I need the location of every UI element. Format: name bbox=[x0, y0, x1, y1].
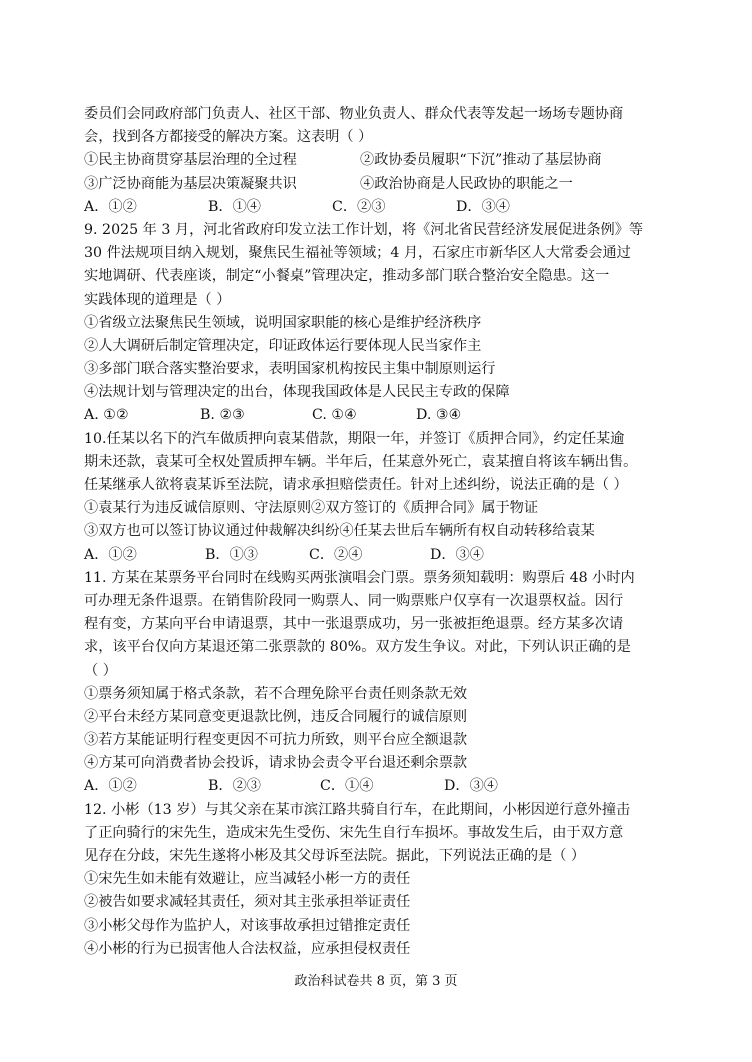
question-stem: 委员们会同政府部门负责人、社区干部、物业负责人、群众代表等发起一场场专题协商 bbox=[84, 106, 624, 122]
answer-options bbox=[84, 196, 668, 219]
statement-3: ③广泛协商能为基层决策凝聚共识 bbox=[84, 175, 297, 192]
statement-2: ②人大调研后制定管理决定，印证政体运行要体现人民当家作主 bbox=[84, 337, 482, 354]
question-stem: 见存在分歧，宋先生遂将小彬及其父母诉至法院。据此，下列说法正确的是（ ） bbox=[84, 848, 586, 864]
question-stem: 实地调研、代表座谈，制定“小餐桌”管理决定，推动多部门联合整治安全隐患。这一 bbox=[84, 268, 610, 285]
option-b: B．①③ bbox=[205, 546, 258, 563]
option-c: C．②③ bbox=[332, 198, 386, 215]
statement-1: ①宋先生如未能有效避让，应当减轻小彬一方的责任 bbox=[84, 871, 411, 888]
answer-options bbox=[84, 404, 668, 427]
option-c: C．①④ bbox=[320, 778, 374, 795]
option-a: A. ①② bbox=[84, 407, 129, 424]
statement-2: ②政协委员履职“下沉”推动了基层协商 bbox=[360, 152, 602, 169]
statement-1: ①民主协商贯穿基层治理的全过程 bbox=[84, 152, 297, 169]
question-stem: 10.任某以名下的汽车做质押向袁某借款，期限一年，并签订《质押合同》，约定任某逾 bbox=[84, 430, 625, 447]
option-d: D. ③④ bbox=[416, 407, 462, 424]
statement-1: ①票务须知属于格式条款，若不合理免除平台责任则条款无效 bbox=[84, 685, 468, 702]
question-stem: 实践体现的道理是（ ） bbox=[84, 291, 231, 308]
question-stem: 30 件法规项目纳入规划，聚焦民生福祉等领域；4 月，石家庄市新华区人大常委会通过 bbox=[84, 245, 631, 262]
option-a: A．①② bbox=[84, 778, 137, 795]
statement-row: ③双方也可以签订协议通过仲裁解决纠纷④任某去世后车辆所有权自动转移给袁某 bbox=[84, 523, 595, 540]
option-b: B．①④ bbox=[208, 198, 261, 215]
statement-row bbox=[84, 149, 668, 172]
exam-page bbox=[84, 103, 668, 961]
statement-1: ①省级立法聚焦民生领域，说明国家职能的核心是维护经济秩序 bbox=[84, 314, 482, 331]
question-9 bbox=[84, 219, 668, 428]
statement-2: ②平台未经方某同意变更退款比例，违反合同履行的诚信原则 bbox=[84, 708, 468, 725]
statement-2: ②被告如要求减轻其责任，须对其主张承担举证责任 bbox=[84, 894, 411, 911]
option-d: D．③④ bbox=[430, 546, 484, 563]
question-stem: 可办理无条件退票。在销售阶段同一购票人、同一购票账户仅享有一次退票权益。因行 bbox=[84, 592, 624, 609]
statement-3: ③若方某能证明行程变更因不可抗力所致，则平台应全额退款 bbox=[84, 732, 468, 749]
question-12 bbox=[84, 799, 668, 961]
option-b: B．②③ bbox=[208, 778, 261, 795]
option-b: B. ②③ bbox=[200, 407, 245, 424]
question-stem: 期未还款，袁某可全权处置质押车辆。半年后，任某意外死亡，袁某擅自将该车辆出售。 bbox=[84, 453, 638, 470]
question-11 bbox=[84, 567, 668, 799]
question-stem: 任某继承人欲将袁某诉至法院，请求承担赔偿责任。针对上述纠纷，说法正确的是（ ） bbox=[84, 477, 628, 493]
option-d: D．③④ bbox=[444, 778, 498, 795]
statement-row bbox=[84, 173, 668, 196]
statement-4: ④小彬的行为已损害他人合法权益，应承担侵权责任 bbox=[84, 940, 411, 957]
option-d: D．③④ bbox=[456, 198, 510, 215]
question-stem: 12. 小彬（13 岁）与其父亲在某市滨江路共骑自行车，在此期间，小彬因逆行意外撞击 bbox=[84, 801, 631, 818]
option-c: C．②④ bbox=[309, 546, 363, 563]
question-stem: 了正向骑行的宋先生，造成宋先生受伤、宋先生自行车损坏。事故发生后，由于双方意 bbox=[84, 824, 624, 841]
question-stem: 11. 方某在某票务平台同时在线购买两张演唱会门票。票务须知载明：购票后 48 小时内 bbox=[84, 569, 635, 586]
question-8 bbox=[84, 103, 668, 219]
question-stem: 会，找到各方都接受的解决方案。这表明（ ） bbox=[84, 129, 373, 146]
question-stem: （ ） bbox=[84, 662, 117, 679]
question-stem: 程有变，方某向平台申请退票，其中一张退票成功，另一张被拒绝退票。经方某多次请 bbox=[84, 616, 624, 633]
page-footer: 政治科试卷共 8 页，第 3 页 bbox=[294, 974, 458, 989]
statement-4: ④政治协商是人民政协的职能之一 bbox=[360, 175, 573, 192]
statement-4: ④方某可向消费者协会投诉，请求协会责令平台退还剩余票款 bbox=[84, 755, 468, 772]
statement-3: ③小彬父母作为监护人，对该事故承担过错推定责任 bbox=[84, 917, 411, 934]
option-a: A．①② bbox=[84, 198, 137, 215]
question-10 bbox=[84, 428, 668, 567]
answer-options bbox=[84, 544, 668, 567]
statement-3: ③多部门联合落实整治要求，表明国家机构按民主集中制原则运行 bbox=[84, 361, 496, 378]
statement-4: ④法规计划与管理决定的出台，体现我国政体是人民民主专政的保障 bbox=[84, 384, 510, 401]
answer-options bbox=[84, 775, 668, 798]
option-a: A．①② bbox=[84, 546, 137, 563]
statement-row: ①袁某行为违反诚信原则、守法原则②双方签订的《质押合同》属于物证 bbox=[84, 500, 539, 517]
option-c: C. ①④ bbox=[312, 407, 357, 424]
question-stem: 求，该平台仅向方某退还第二张票款的 80%。双方发生争议。对此，下列认识正确的是 bbox=[84, 639, 631, 656]
question-stem: 9. 2025 年 3 月，河北省政府印发立法工作计划，将《河北省民营经济发展促进条例》等 bbox=[84, 221, 644, 238]
